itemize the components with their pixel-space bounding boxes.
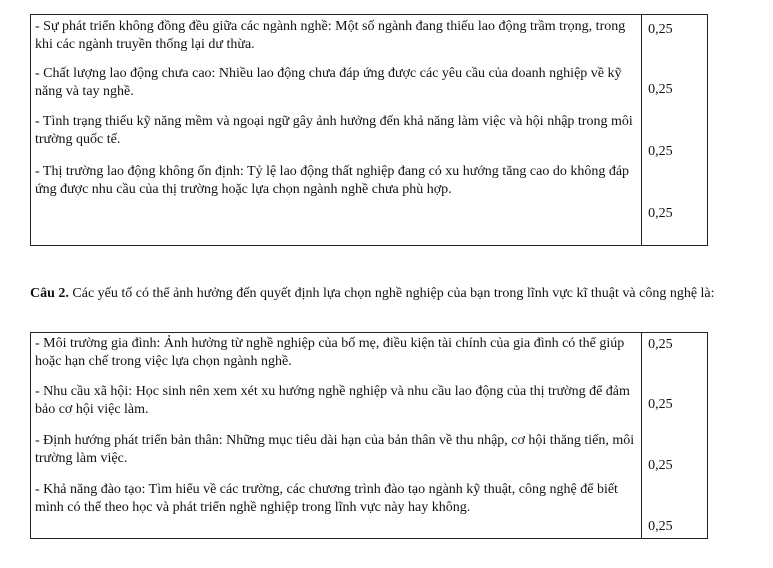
answer-row-4: - Thị trường lao động không ổn định: Tỷ lệ lao động thất nghiệp đang có xu hướng tăng cao do không đáp ứng được nhu cầu của thị trường hoặc lựa chọn ngành nghề chưa phù hợp. — [35, 164, 630, 197]
answer-table-1 — [30, 14, 708, 246]
score-cell — [642, 15, 708, 246]
answer-row-2: - Chất lượng lao động chưa cao: Nhiều lao động chưa đáp ứng được các yêu cầu của doanh nghiệp về kỹ năng và tay nghề. — [35, 66, 622, 99]
answer-row-2: - Nhu cầu xã hội: Học sinh nên xem xét xu hướng nghề nghiệp và nhu cầu lao động của thị trường để đảm bảo cơ hội việc làm. — [35, 384, 630, 417]
score-1: 0,25 — [648, 337, 673, 352]
question-2-text: Các yếu tố có thể ảnh hưởng đến quyết định lựa chọn nghề nghiệp của bạn trong lĩnh vực kĩ thuật và công nghệ là: — [68, 286, 715, 301]
score-4: 0,25 — [648, 519, 673, 534]
score-3: 0,25 — [648, 144, 673, 159]
answer-row-1: - Sự phát triển không đồng đều giữa các ngành nghề: Một số ngành đang thiếu lao động trầm trọng, trong khi các ngành truyền thống lại dư thừa. — [35, 19, 626, 52]
answer-row-1: - Môi trường gia đình: Ảnh hưởng từ nghề nghiệp của bố mẹ, điều kiện tài chính của gia đình có thể giúp hoặc hạn chế trong việc lựa chọn ngành nghề. — [35, 336, 625, 369]
question-2 — [30, 285, 730, 303]
score-4: 0,25 — [648, 206, 673, 221]
question-2-label: Câu 2. — [30, 286, 69, 301]
answer-row-4: - Khả năng đào tạo: Tìm hiểu về các trường, các chương trình đào tạo ngành kỹ thuật, công nghệ để biết mình có thể theo học và phát triển nghề nghiệp trong lĩnh vực này hay không. — [35, 482, 618, 515]
answer-text-cell — [31, 15, 642, 246]
score-1: 0,25 — [648, 22, 673, 37]
score-3: 0,25 — [648, 458, 673, 473]
score-2: 0,25 — [648, 82, 673, 97]
answer-row-3: - Định hướng phát triển bản thân: Những mục tiêu dài hạn của bản thân về thu nhập, cơ hội thăng tiến, môi trường làm việc. — [35, 433, 635, 466]
answer-table-2 — [30, 332, 708, 539]
answer-row-3: - Tình trạng thiếu kỹ năng mềm và ngoại ngữ gây ảnh hưởng đến khả năng làm việc và hội nhập trong môi trường quốc tế. — [35, 114, 633, 147]
score-2: 0,25 — [648, 397, 673, 412]
answer-text-cell — [31, 333, 642, 539]
score-cell — [642, 333, 708, 539]
